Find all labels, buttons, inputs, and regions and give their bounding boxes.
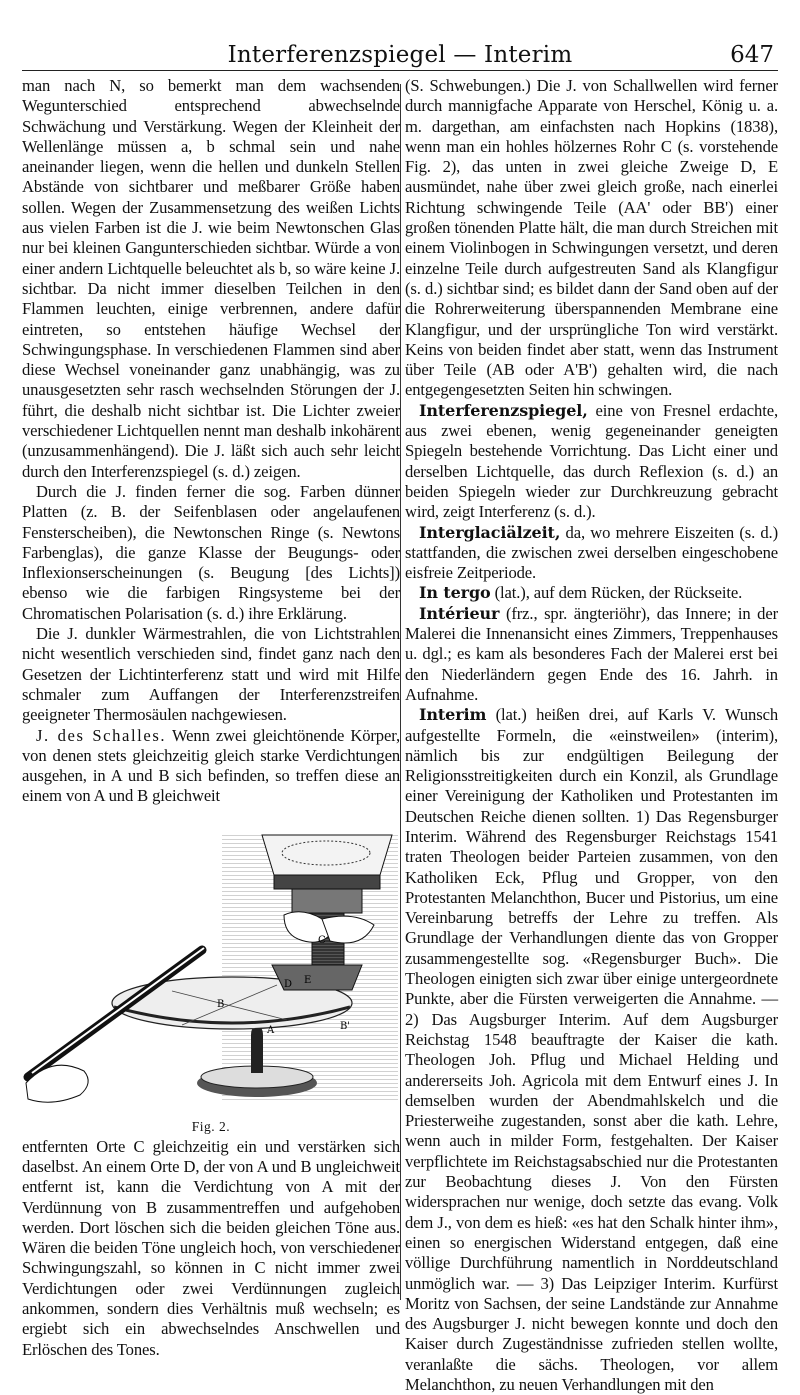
entry-text: eine von Fresnel erdachte, aus zwei ebenen, wenig gegeneinander geneigten Spiegeln bestehende Vorrichtung. Das Licht einer und derselben Lichtquelle, das durch Reflexion (s. d.) an beiden Spiegeln wieder zur Durchkreuzung gebracht wird, zeigt Interferenz (s. d.).	[405, 400, 778, 522]
sound-interference-illustration	[22, 815, 400, 1115]
paragraph	[22, 726, 400, 807]
paragraph: entfernten Orte C gleichzeitig ein und verstärken sich daselbst. An einem Orte D, der von A und B ungleichweit entfernt ist, kann die Verdichtung von A mit der Verdünnung von B zusammentreffen und aufgehoben werden. Dort löschen sich die beiden gleichen Töne aus. Wären die beiden Töne ungleich hoch, von verschiedener Schwingungszahl, so können in C nicht immer zwei Verdichtungen oder zwei Verdünnungen zugleich ankommen, sondern dies Verhältnis muß wechseln; es ergiebt sich ein abwechselndes Anschwellen und Erlöschen des Tones.	[22, 1136, 400, 1359]
paragraph-text: Wenn zwei gleichtönende Körper, von denen stets gleichzeitig gleich starke Verdichtungen ausgehen, in A und B sich befinden, so treffen diese an einem von A und B gleichweit	[22, 725, 400, 806]
page-number: 647	[730, 42, 774, 68]
dictionary-entry	[405, 523, 778, 584]
dictionary-entry	[405, 604, 778, 705]
label-d: D	[284, 978, 292, 990]
label-a: A	[267, 1024, 275, 1036]
membrane-top	[262, 835, 392, 875]
entry-text: (lat.), auf dem Rücken, der Rückseite.	[490, 583, 743, 603]
entry-text: (frz., spr. ängteriöhr), das Innere; in der Malerei die Innenansicht eines Zimmers, Treppenhauses u. dgl.; es kam als besonderes Fach der Malerei erst bei den Niederländern gegen Ende des 16. Jahrh. in Aufnahme.	[405, 603, 778, 704]
entry-headword: In tergo	[419, 583, 491, 603]
dictionary-entry	[405, 583, 778, 603]
dictionary-entry	[405, 705, 778, 1395]
label-bp: B'	[340, 1020, 350, 1032]
dictionary-entry	[405, 401, 778, 523]
label-e: E	[304, 974, 312, 986]
header-title: Interferenzspiegel — Interim	[227, 42, 573, 68]
running-header	[22, 40, 778, 71]
entry-headword: Intérieur	[419, 603, 500, 623]
label-c: C	[318, 934, 326, 946]
entry-headword: Interferenzspiegel,	[419, 400, 588, 420]
paragraph: Die J. dunkler Wärmestrahlen, die von Lichtstrahlen nicht wesentlich verschieden sind, findet ganz nach den Gesetzen der Lichtinterferenz statt und wird mit Hilfe schmaler zum Auffangen der Interferenzstreifen geeigneter Thermosäulen nachgewiesen.	[22, 624, 400, 725]
entry-headword: Interim	[419, 705, 487, 725]
stand-stem	[251, 1025, 263, 1073]
label-b: B	[217, 998, 225, 1010]
paragraph: Durch die J. finden ferner die sog. Farben dünner Platten (z. B. der Seifenblasen oder angelaufenen Fensterscheiben), die Newtonschen Ringe (s. Newtons Farbenglas), die ganze Klasse der Beugungs- oder Inflexionserscheinungen (s. Beugung [des Lichts]) ebenso wie die farbigen Ringsysteme bei der Chromatischen Polarisation (s. d.) ihre Erklärung.	[22, 481, 400, 623]
column-divider	[400, 84, 401, 1300]
paragraph: (S. Schwebungen.) Die J. von Schallwellen wird ferner durch mannigfache Apparate von Herschel, König u. a. m. dargethan, am einfachsten nach Hopkins (1838), wenn man ein hohles hölzernes Rohr C (s. vorstehende Fig. 2), das unten in zwei gleiche Zweige D, E ausmündet, nahe über zwei gleich große, nach einerlei Richtung schwingende Teile (AA' oder BB') einer großen tönenden Platte hält, die man durch Streichen mit einem Violinbogen in Schwingungen versetzt, und deren einzelne Teile durch aufgestreuten Sand als Klangfigur (s. d.) sichtbar sind; es bildet dann der Sand oben auf der die Rohrerweiterung überspannenden Membrane eine Klangfigur, und der ursprüngliche Ton wird verstärkt. Keins von beiden findet aber statt, wenn das Instrument über Teile (AB oder A'B') gehalten wird, die nach entgegengesetzten Seiten hin schwingen.	[405, 76, 778, 400]
entry-text: da, wo mehrere Eiszeiten (s. d.) stattfanden, die zwischen zwei derselben eingeschobene eisfreie Zeitperiode.	[405, 522, 778, 583]
left-column	[22, 76, 400, 1360]
figure-caption: Fig. 2.	[191, 1118, 231, 1134]
figure-2	[22, 815, 400, 1133]
subsection-lead: J. des Schalles.	[36, 725, 167, 745]
paragraph: man nach N, so bemerkt man dem wachsenden Wegunterschied entsprechend abwechselnde Schwächung und Verstärkung. Wegen der Kleinheit der Wellenlänge müssen a, b schmal sein und nahe aneinander liegen, wenn die hellen und dunkeln Stellen Abstände von sichtbarer und meßbarer Größe haben sollen. Wegen der Zusammensetzung des weißen Lichts aus vielen Farben ist die J. wie beim Newtonschen Glas nur bei kleinen Gangunterschieden sichtbar. Würde a von einer andern Lichtquelle beleuchtet als b, so wäre keine J. sichtbar. Da nicht immer dieselben Teilchen in den Flammen leuchten, einige verbrennen, andere dafür eintreten, so entstehen häufige Wechsel der Schwingungsphase. In verschiedenen Flammen sind aber diese Wechsel voneinander ganz unabhängig, was zu unausgesetzten sehr rasch wechselnden Störungen der J. führt, die deshalb nicht sichtbar ist. Die Lichter zweier verschiedener Lichtquellen nennt man deshalb inkohärent (unzusammenhängend). Die J. läßt sich auch sehr leicht durch den Interferenzspiegel (s. d.) zeigen.	[22, 76, 400, 481]
entry-headword: Interglaciälzeit,	[419, 522, 561, 542]
right-column	[405, 76, 778, 1395]
entry-text: (lat.) heißen drei, auf Karls V. Wunsch aufgestellte Formeln, die «einstweilen» (interim), nämlich bis zur endgültigen Beilegung der Religionsstreitigkeiten durch ein Konzil, als Grundlage einer Vereinigung der Katholiken und Protestanten im Deutschen Reiche dienen sollten. 1) Das Regensburger Interim. Während des Regensburger Reichstags 1541 traten Theologen beider Parteien zusammen, von den Katholiken Eck, Pflug und Gropper, von den Protestanten Melanchthon, Bucer und Pistorius, um eine Vereinbarung betreffs der Lehre zu treffen. Als Grundlage der Verhandlungen diente das von Gropper zusammengestellte sog. «Regensburger Buch». Die Theologen einigten sich zwar über einige untergeordnete Punkte, aber die Fürsten verweigerten die Annahme. — 2) Das Augsburger Interim. Auf dem Augsburger Reichstag 1548 beauftragte der Kaiser die kath. Theologen Joh. Pflug und Michael Helding und andererseits Joh. Agricola mit dem Entwurf eines J. In demselben wurden der Abendmahlskelch und die Priesterweihe zugestanden, sonst aber die kath. Lehre, wenn auch in milder Form, festgehalten. Der Kaiser verpflichtete im Reichstagsabschied nur die Protestanten zur Beobachtung dieses J. Von den Fürsten widersprachen nur wenige, doch setzte das evang. Volk dem J., von dem es hieß: «es hat den Schalk hinter ihm», einen so energischen Widerstand entgegen, daß eine völlige Durchführung namentlich in Norddeutschland unmöglich war. — 3) Das Leipziger Interim. Kurfürst Moritz von Sachsen, der seine Landstände zur Annahme des Augsburger J. nicht bewegen konnte und doch den Kaiser durch Zugeständnisse zufrieden stellen wollte, veranlaßte die sächs. Theologen, vor allem Melanchthon, zu neuen Verhandlungen mit den	[405, 705, 778, 1394]
